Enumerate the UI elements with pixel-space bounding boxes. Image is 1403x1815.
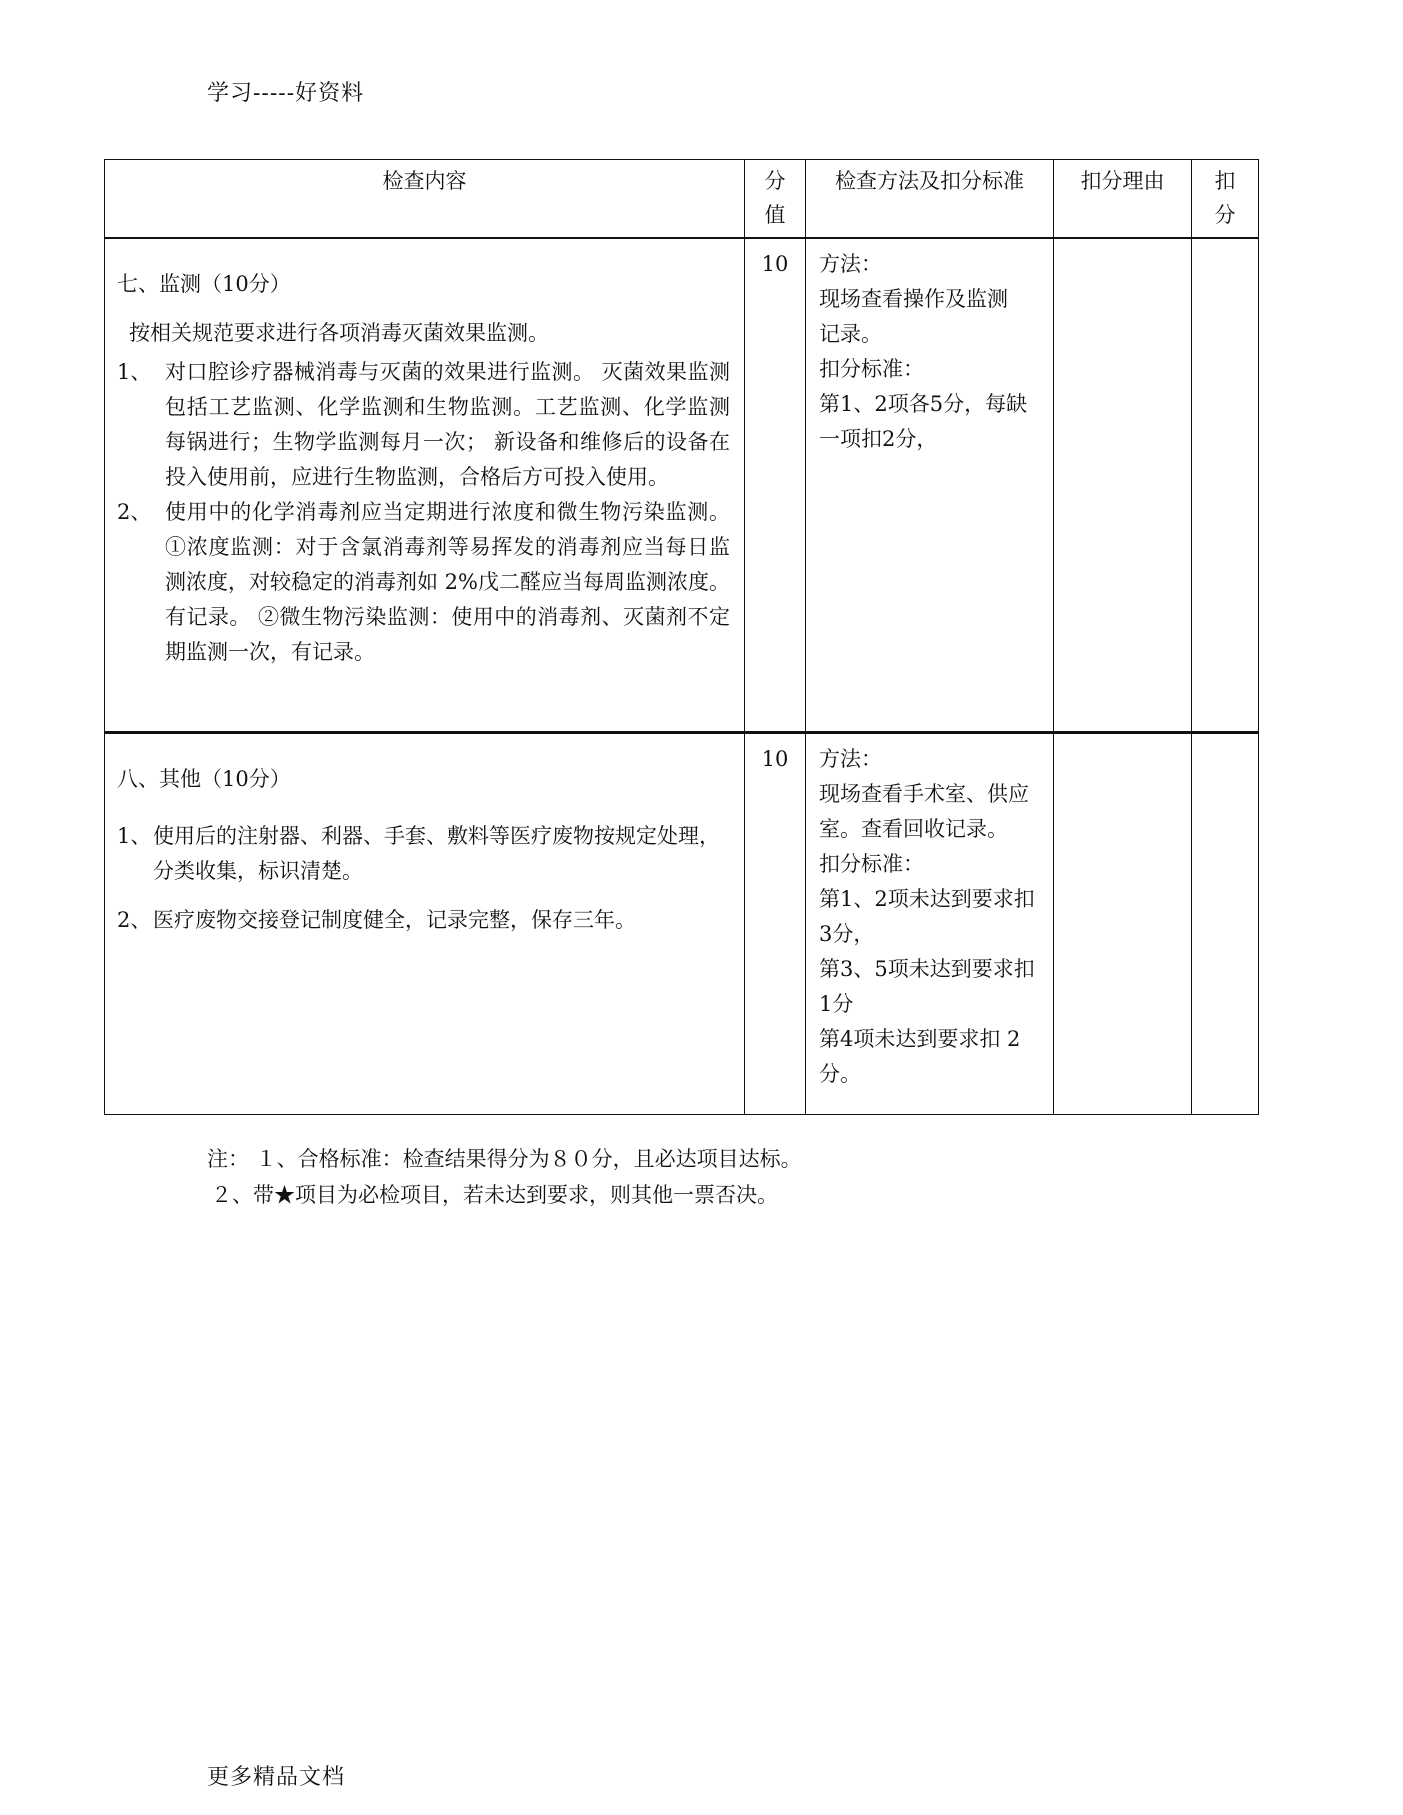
- method-cell: 方法： 现场查看操作及监测 记录。 扣分标准： 第1、2项各5分，每缺 一项扣2分，: [806, 238, 1054, 733]
- list-item: 2、 使用中的化学消毒剂应当定期进行浓度和微生物污染监测。 ①浓度监测：对于含氯消毒剂等易挥发的消毒剂应当每日监测浓度，对较稳定的消毒剂如 2%戊二醛应当每周监测浓度。有记录。 ②微生物污染监测：使用中的消毒剂、灭菌剂不定期监测一次，有记录。: [117, 500, 730, 664]
- score-cell: 10: [745, 733, 806, 1115]
- header-content: 检查内容: [105, 160, 745, 239]
- table-header-row: [105, 160, 1259, 239]
- content-cell: [105, 238, 745, 733]
- header-reason: 扣分理由: [1054, 160, 1192, 239]
- table-row: [105, 238, 1259, 733]
- notes: [207, 1141, 802, 1213]
- deduct-cell[interactable]: [1192, 733, 1259, 1115]
- header-method: 检查方法及扣分标准: [806, 160, 1054, 239]
- inspection-table: [104, 159, 1259, 1115]
- page-header: 学习-----好资料: [207, 81, 365, 106]
- list-item: 1、 使用后的注射器、利器、手套、敷料等医疗废物按规定处理，分类收集，标识清楚。: [117, 824, 720, 883]
- section-title: 七、监测（10分）: [117, 272, 291, 296]
- deduct-cell[interactable]: [1192, 238, 1259, 733]
- section-title: 八、其他（10分）: [117, 767, 291, 791]
- page-footer: 更多精品文档: [207, 1765, 346, 1790]
- table-row: [105, 733, 1259, 1115]
- list-item: 2、 医疗废物交接登记制度健全，记录完整，保存三年。: [117, 908, 636, 932]
- header-deduct: 扣 分: [1192, 160, 1259, 239]
- reason-cell[interactable]: [1054, 238, 1192, 733]
- method-cell: 方法： 现场查看手术室、供应 室。查看回收记录。 扣分标准： 第1、2项未达到要求扣 3分， 第3、5项未达到要求扣 1分 第4项未达到要求扣 2 分。: [806, 733, 1054, 1115]
- reason-cell[interactable]: [1054, 733, 1192, 1115]
- header-score: 分 值: [745, 160, 806, 239]
- list-item: 1、 对口腔诊疗器械消毒与灭菌的效果进行监测。 灭菌效果监测包括工艺监测、化学监测和生物监测。工艺监测、化学监测每锅进行；生物学监测每月一次； 新设备和维修后的设备在投入使用前，应进行生物监测，合格后方可投入使用。: [117, 360, 730, 489]
- content-cell: [105, 733, 745, 1115]
- note-1: 注： １、合格标准：检查结果得分为８０分，且必达项目达标。: [207, 1147, 802, 1171]
- section-intro: 按相关规范要求进行各项消毒灭菌效果监测。: [129, 321, 549, 345]
- note-2: ２、带★项目为必检项目，若未达到要求，则其他一票否决。: [211, 1183, 778, 1207]
- score-cell: 10: [745, 238, 806, 733]
